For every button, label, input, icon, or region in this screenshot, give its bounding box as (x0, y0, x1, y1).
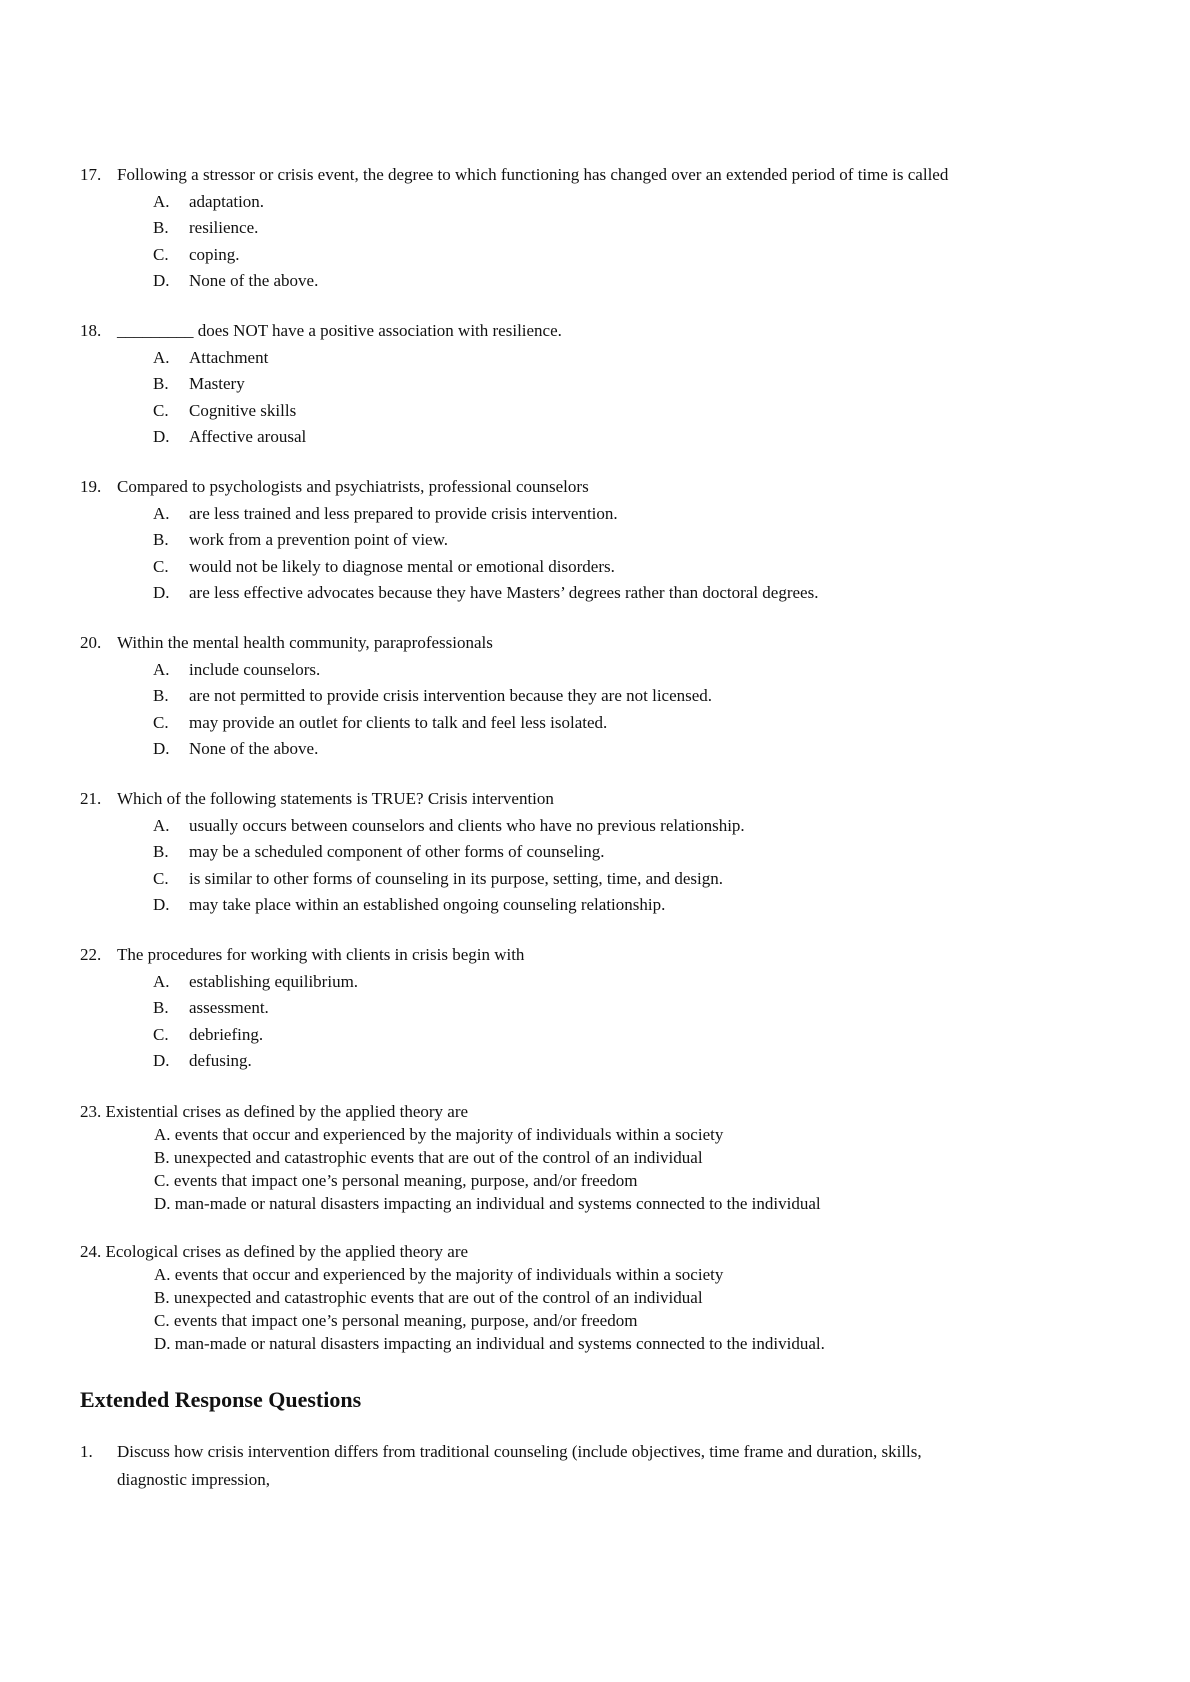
option-a: A. adaptation. (153, 191, 265, 211)
option-b: B. may be a scheduled component of other forms of counseling. (153, 842, 605, 861)
question-text: The procedures for working with clients in crisis begin with (117, 945, 525, 964)
question-text: Compared to psychologists and psychiatrists, professional counselors (117, 477, 589, 496)
option-c: C. coping. (153, 244, 240, 264)
question-number: 21. (80, 789, 102, 808)
question-number: 23. (80, 1102, 102, 1121)
question-stem (80, 1438, 1120, 1466)
question-text: Within the mental health community, paraprofessionals (117, 633, 493, 652)
option-a: A. events that occur and experienced by the majority of individuals within a society (154, 1125, 724, 1144)
question-23 (80, 1100, 1120, 1215)
option-b: B. Mastery (153, 374, 245, 393)
question-text: Which of the following statements is TRUE? Crisis intervention (117, 789, 554, 808)
question-number: 17. (80, 165, 102, 184)
option-d: D. None of the above. (153, 739, 319, 758)
option-b: B. unexpected and catastrophic events that are out of the control of an individual (154, 1148, 703, 1167)
option-b: B. work from a prevention point of view. (153, 530, 449, 549)
question-stem (80, 630, 1120, 657)
option-d: D. may take place within an established ongoing counseling relationship. (153, 895, 666, 914)
question-number: 18. (80, 321, 102, 340)
question-22 (80, 942, 1120, 1075)
question-stem (80, 1240, 1120, 1263)
option-b: B. resilience. (153, 218, 259, 237)
question-stem (80, 1100, 1120, 1123)
question-text: Ecological crises as defined by the applied theory are (105, 1242, 469, 1261)
question-stem (80, 786, 1120, 813)
question-text: Following a stressor or crisis event, the degree to which functioning has changed over an extended period of time is called (117, 165, 949, 184)
option-d: D. man-made or natural disasters impacting an individual and systems connected to the individual (154, 1194, 821, 1213)
question-number: 1. (80, 1442, 93, 1461)
option-a: A. are less trained and less prepared to provide crisis intervention. (153, 503, 618, 523)
option-c: C. would not be likely to diagnose mental or emotional disorders. (153, 556, 615, 576)
question-stem (80, 318, 1120, 345)
option-b: B. unexpected and catastrophic events that are out of the control of an individual (154, 1288, 703, 1307)
question-number: 24. (80, 1242, 102, 1261)
question-number: 20. (80, 633, 102, 652)
option-c: C. may provide an outlet for clients to talk and feel less isolated. (153, 712, 608, 732)
question-text: Existential crises as defined by the applied theory are (105, 1102, 469, 1121)
question-number: 19. (80, 477, 102, 496)
question-18 (80, 318, 1120, 451)
extended-question-1 (80, 1438, 1120, 1494)
option-c: C. Cognitive skills (153, 400, 297, 420)
question-text: _________ does NOT have a positive association with resilience. (117, 321, 562, 340)
option-a: A. include counselors. (153, 659, 321, 679)
question-19 (80, 474, 1120, 607)
question-text-continued: diagnostic impression, (117, 1470, 270, 1489)
option-d: D. are less effective advocates because they have Masters’ degrees rather than doctoral degrees. (153, 583, 819, 602)
question-21 (80, 786, 1120, 919)
option-c: C. events that impact one’s personal meaning, purpose, and/or freedom (154, 1311, 638, 1330)
option-d: D. defusing. (153, 1051, 252, 1070)
question-stem (80, 474, 1120, 501)
option-c: C. is similar to other forms of counseling in its purpose, setting, time, and design. (153, 868, 724, 888)
question-number: 22. (80, 945, 102, 964)
option-b: B. are not permitted to provide crisis intervention because they are not licensed. (153, 686, 713, 705)
question-stem (80, 942, 1120, 969)
option-c: C. debriefing. (153, 1024, 264, 1044)
option-d: D. Affective arousal (153, 427, 307, 446)
option-d: D. None of the above. (153, 271, 319, 290)
section-title: Extended Response Questions (80, 1387, 362, 1412)
option-a: A. establishing equilibrium. (153, 971, 359, 991)
question-stem (80, 162, 1120, 189)
question-text: Discuss how crisis intervention differs from traditional counseling (include objectives, time frame and duration, skills, (117, 1442, 922, 1461)
option-d: D. man-made or natural disasters impacting an individual and systems connected to the individual. (154, 1334, 825, 1353)
option-c: C. events that impact one’s personal meaning, purpose, and/or freedom (154, 1171, 638, 1190)
question-24 (80, 1240, 1120, 1355)
option-a: A. events that occur and experienced by the majority of individuals within a society (154, 1265, 724, 1284)
option-b: B. assessment. (153, 998, 269, 1017)
question-20 (80, 630, 1120, 763)
question-17 (80, 162, 1120, 295)
option-a: A. Attachment (153, 347, 269, 367)
option-a: A. usually occurs between counselors and clients who have no previous relationship. (153, 815, 745, 835)
